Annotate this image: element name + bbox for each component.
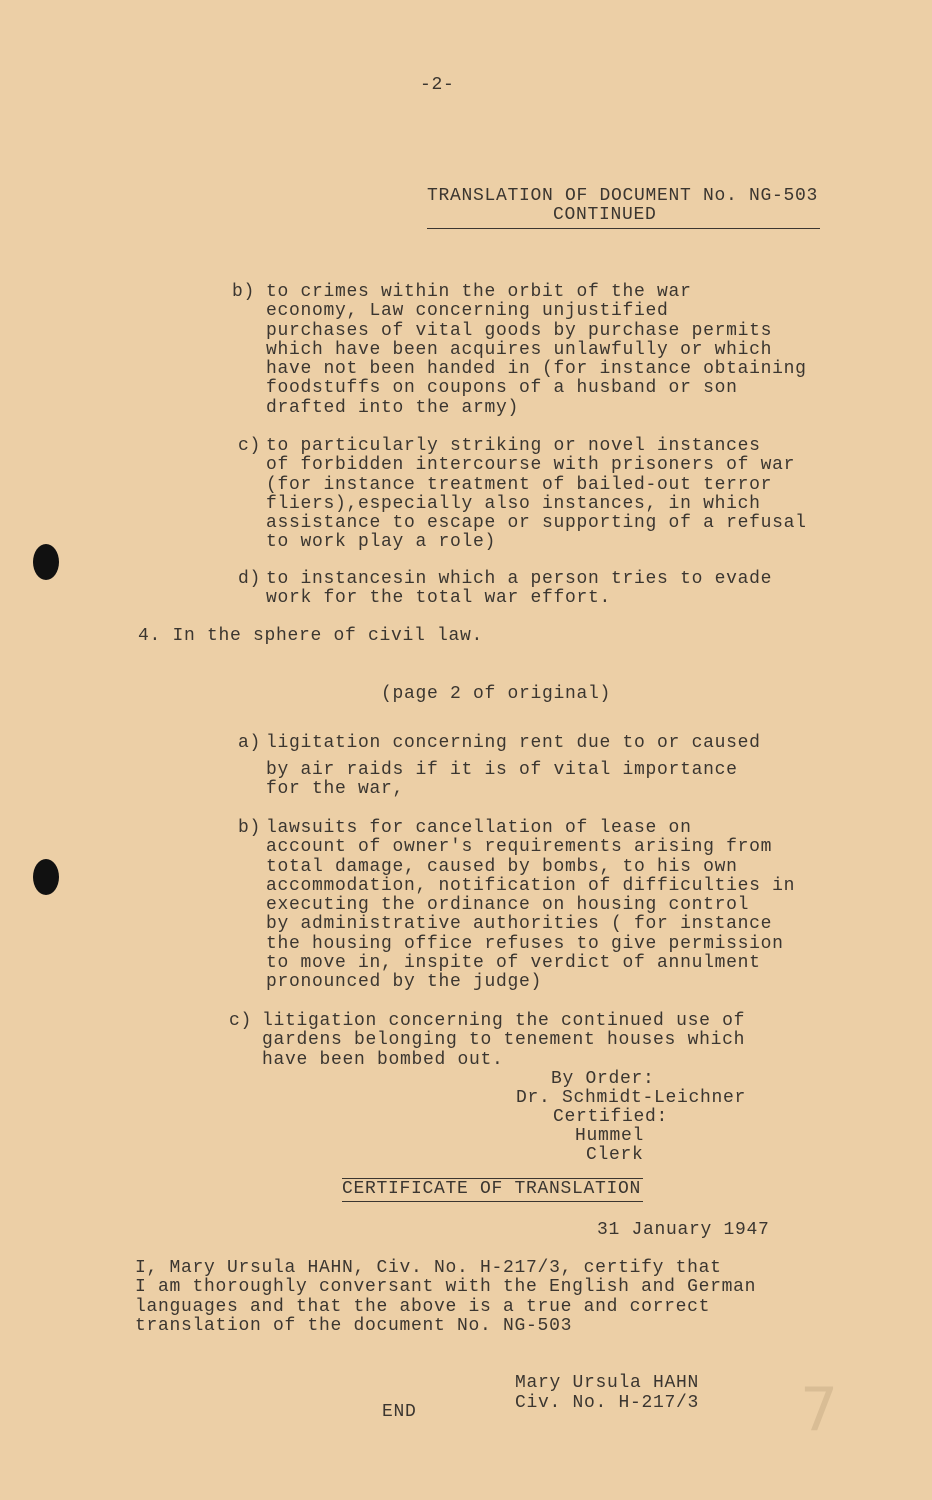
text-line: foodstuffs on coupons of a husband or son bbox=[266, 378, 738, 399]
text-line: work for the total war effort. bbox=[266, 588, 612, 609]
text-line: to move in, inspite of verdict of annulment bbox=[266, 953, 761, 974]
item-4c-text bbox=[262, 1012, 745, 1070]
text-line: pronounced by the judge) bbox=[266, 972, 543, 993]
text-line: drafted into the army) bbox=[266, 397, 520, 418]
certifier-name: Hummel bbox=[575, 1126, 645, 1146]
section-4-heading: 4. In the sphere of civil law. bbox=[138, 626, 484, 646]
text-line: I am thoroughly conversant with the English and German bbox=[135, 1277, 757, 1298]
item-label-4b: b) bbox=[238, 818, 262, 838]
item-3b-text bbox=[266, 283, 807, 418]
text-line: by administrative authorities ( for instance bbox=[266, 914, 773, 935]
item-4b-text bbox=[266, 819, 795, 993]
text-line: to work play a role) bbox=[266, 532, 497, 553]
signatory-name: Dr. Schmidt-Leichner bbox=[516, 1088, 747, 1108]
text-line: ligitation concerning rent due to or caused bbox=[266, 733, 761, 753]
certificate-title: CERTIFICATE OF TRANSLATION bbox=[342, 1179, 642, 1199]
item-label-4a: a) bbox=[238, 733, 262, 753]
text-line: to instancesin which a person tries to evade bbox=[266, 569, 773, 589]
text-line: which have been acquires unlawfully or which bbox=[266, 339, 773, 360]
item-3d-text bbox=[266, 570, 772, 609]
text-line: translation of the document No. NG-503 bbox=[135, 1315, 573, 1336]
text-line: gardens belonging to tenement houses which bbox=[262, 1030, 746, 1051]
text-line: have not been handed in (for instance obtaining bbox=[266, 359, 807, 380]
certified-label: Certified: bbox=[553, 1107, 669, 1127]
text-line: have been bombed out. bbox=[262, 1049, 504, 1070]
text-line: economy, Law concerning unjustified bbox=[266, 301, 669, 322]
page-number: -2- bbox=[420, 75, 455, 95]
text-line: total damage, caused by bombs, to his own bbox=[266, 856, 738, 877]
item-label-4c: c) bbox=[229, 1011, 253, 1031]
certificate-underline bbox=[342, 1201, 643, 1202]
translator-id: Civ. No. H-217/3 bbox=[515, 1393, 700, 1413]
item-label-3c: c) bbox=[238, 436, 262, 456]
text-line: (for instance treatment of bailed-out terror bbox=[266, 474, 773, 495]
end-marker: END bbox=[382, 1402, 417, 1422]
item-3c-text bbox=[266, 437, 807, 553]
text-line: I, Mary Ursula HAHN, Civ. No. H-217/3, certify that bbox=[135, 1258, 722, 1278]
text-line: by air raids if it is of vital importance bbox=[266, 760, 738, 780]
item-label-3b: b) bbox=[232, 282, 256, 302]
translator-name: Mary Ursula HAHN bbox=[515, 1373, 700, 1393]
text-line: accommodation, notification of difficulties in bbox=[266, 875, 796, 896]
text-line: executing the ordinance on housing control bbox=[266, 895, 750, 916]
text-line: account of owner's requirements arising from bbox=[266, 837, 773, 858]
original-page-note: (page 2 of original) bbox=[381, 684, 612, 704]
text-line: to crimes within the orbit of the war bbox=[266, 282, 692, 302]
header-title: TRANSLATION OF DOCUMENT No. NG-503 bbox=[427, 186, 819, 206]
text-line: fliers),especially also instances, in which bbox=[266, 493, 761, 514]
certifier-role: Clerk bbox=[586, 1145, 644, 1165]
header-underline bbox=[427, 228, 820, 229]
by-order-label: By Order: bbox=[551, 1069, 655, 1089]
text-line: purchases of vital goods by purchase permits bbox=[266, 320, 773, 341]
text-line: languages and that the above is a true and correct bbox=[135, 1296, 711, 1317]
text-line: to particularly striking or novel instances bbox=[266, 436, 761, 456]
text-line: of forbidden intercourse with prisoners of war bbox=[266, 455, 796, 476]
punch-hole-top bbox=[33, 544, 59, 580]
certificate-date: 31 January 1947 bbox=[597, 1220, 770, 1240]
text-line: litigation concerning the continued use of bbox=[262, 1011, 746, 1031]
certificate-statement bbox=[135, 1259, 756, 1336]
faint-pencil-mark: 7 bbox=[800, 1375, 839, 1445]
item-4a-text bbox=[266, 761, 738, 800]
text-line: lawsuits for cancellation of lease on bbox=[266, 818, 692, 838]
text-line: for the war, bbox=[266, 779, 405, 800]
text-line: assistance to escape or supporting of a refusal bbox=[266, 513, 807, 534]
header-subtitle: CONTINUED bbox=[553, 205, 657, 225]
item-label-3d: d) bbox=[238, 569, 262, 589]
punch-hole-bottom bbox=[33, 859, 59, 895]
text-line: the housing office refuses to give permission bbox=[266, 933, 784, 954]
